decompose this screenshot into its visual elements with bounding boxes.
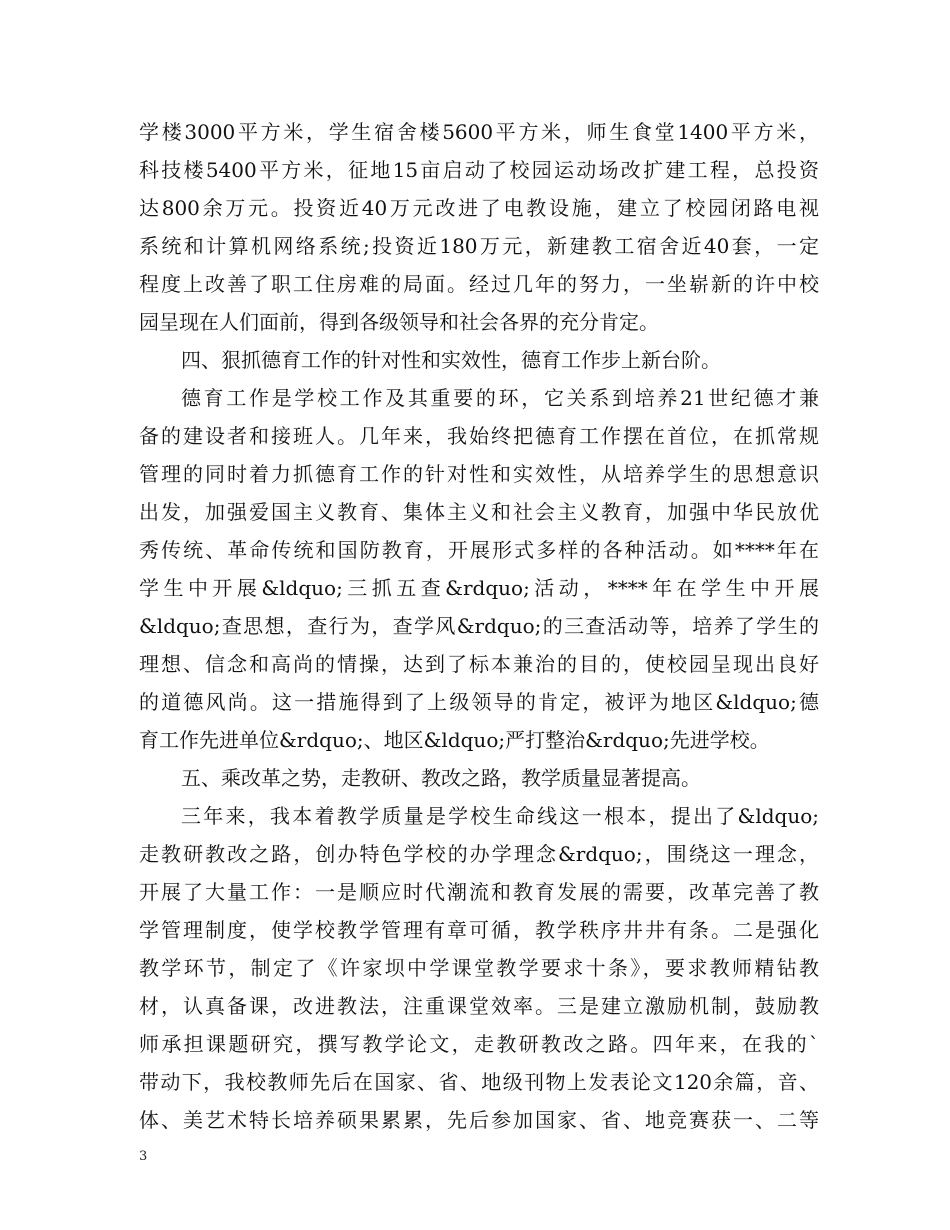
body-line: 带动下，我校教师先后在国家、省、地级刊物上发表论文120余篇，音、 [139, 1070, 819, 1094]
body-line: 师承担课题研究，撰写教学论文，走教研教改之路。四年来，在我的` [139, 1032, 819, 1056]
body-line: 理想、信念和高尚的情操，达到了标本兼治的目的，使校园呈现出良好 [139, 652, 819, 676]
body-line: 教学环节，制定了《许家坝中学课堂教学要求十条》，要求教师精钻教 [139, 956, 819, 980]
body-line: 学楼3000平方米，学生宿舍楼5600平方米，师生食堂1400平方米， [139, 120, 819, 144]
body-line: 育工作先进单位&rdquo;、地区&ldquo;严打整治&rdquo;先进学校。 [139, 728, 770, 752]
body-line: 的道德风尚。这一措施得到了上级领导的肯定，被评为地区&ldquo;德 [139, 690, 819, 714]
body-line: 程度上改善了职工住房难的局面。经过几年的努力，一坐崭新的许中校 [139, 272, 819, 296]
page-number: 3 [139, 1149, 148, 1164]
body-line: 德育工作是学校工作及其重要的环，它关系到培养21世纪德才兼 [181, 386, 819, 410]
body-line: 园呈现在人们面前，得到各级领导和社会各界的充分肯定。 [139, 310, 659, 334]
section-heading: 四、狠抓德育工作的针对性和实效性，德育工作步上新台阶。 [181, 348, 721, 372]
body-line: 达800余万元。投资近40万元改进了电教设施，建立了校园闭路电视 [139, 196, 819, 220]
body-line: 学管理制度，使学校教学管理有章可循，教学秩序井井有条。二是强化 [139, 918, 819, 942]
body-line: 材，认真备课，改进教法，注重课堂效率。三是建立激励机制，鼓励教 [139, 994, 819, 1018]
body-line: 学生中开展&ldquo;三抓五查&rdquo;活动，****年在学生中开展 [139, 576, 819, 600]
body-line: 备的建设者和接班人。几年来，我始终把德育工作摆在首位，在抓常规 [139, 424, 819, 448]
body-line: 系统和计算机网络系统;投资近180万元，新建教工宿舍近40套，一定 [139, 234, 819, 258]
body-line: 管理的同时着力抓德育工作的针对性和实效性，从培养学生的思想意识 [139, 462, 819, 486]
body-line: &ldquo;查思想，查行为，查学风&rdquo;的三查活动等，培养了学生的 [139, 614, 819, 638]
body-line: 三年来，我本着教学质量是学校生命线这一根本，提出了&ldquo; [181, 804, 819, 828]
body-line: 走教研教改之路，创办特色学校的办学理念&rdquo;，围绕这一理念， [139, 842, 819, 866]
body-line: 出发，加强爱国主义教育、集体主义和社会主义教育，加强中华民放优 [139, 500, 819, 524]
body-line: 科技楼5400平方米，征地15亩启动了校园运动场改扩建工程，总投资 [139, 158, 819, 182]
body-line: 体、美艺术特长培养硕果累累，先后参加国家、省、地竞赛获一、二等 [139, 1108, 819, 1132]
body-line: 秀传统、革命传统和国防教育，开展形式多样的各种活动。如****年在 [139, 538, 819, 562]
body-line: 开展了大量工作：一是顺应时代潮流和教育发展的需要，改革完善了教 [139, 880, 819, 904]
section-heading: 五、乘改革之势，走教研、教改之路，教学质量显著提高。 [181, 766, 701, 790]
